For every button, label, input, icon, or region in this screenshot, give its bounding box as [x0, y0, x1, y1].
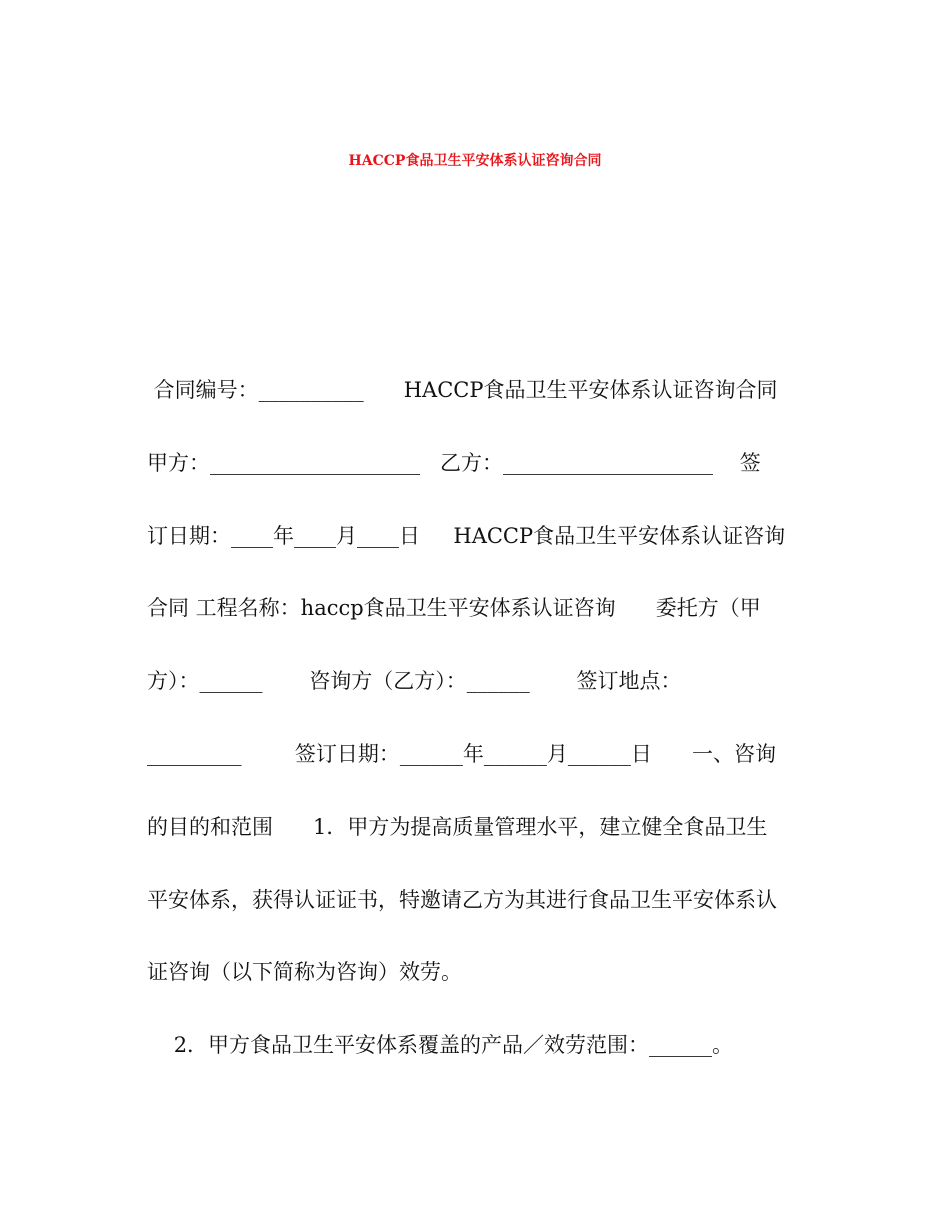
contract-line-6: _________ 签订日期：______年______月______日 一、咨询: [147, 742, 776, 766]
contract-line-1: 合同编号：__________ HACCP食品卫生平安体系认证咨询合同: [147, 378, 778, 402]
contract-line-8: 平安体系，获得认证证书，特邀请乙方为其进行食品卫生平安体系认: [147, 888, 777, 912]
contract-line-2: 甲方：____________________ 乙方：____________________ 签: [147, 451, 761, 475]
contract-line-4: 合同 工程名称：haccp食品卫生平安体系认证咨询 委托方（甲: [147, 596, 761, 620]
contract-line-7: 的目的和范围 1．甲方为提高质量管理水平，建立健全食品卫生: [147, 815, 768, 839]
contract-line-3: 订日期：____年____月____日 HACCP食品卫生平安体系认证咨询: [147, 524, 786, 548]
contract-line-9: 证咨询（以下简称为咨询）效劳。: [147, 960, 462, 984]
contract-line-5: 方）：______ 咨询方（乙方）：______ 签订地点：: [147, 669, 682, 693]
page-title: HACCP食品卫生平安体系认证咨询合同: [348, 153, 602, 169]
contract-line-10: 2．甲方食品卫生平安体系覆盖的产品／效劳范围：______。: [147, 1033, 734, 1057]
